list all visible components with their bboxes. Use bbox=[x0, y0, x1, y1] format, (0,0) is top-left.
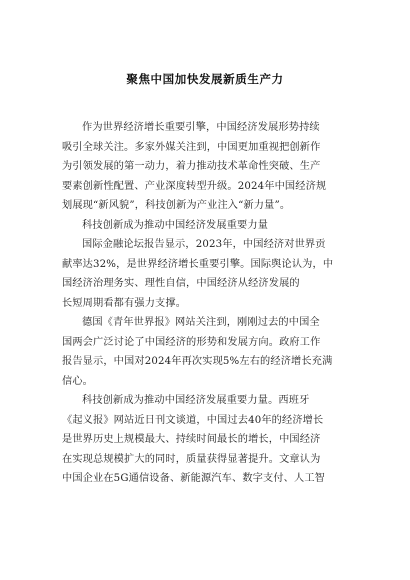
text-line: 科技创新成为推动中国经济发展重要力量 bbox=[82, 219, 269, 231]
text-line: 德国《青年世界报》网站关注到，刚刚过去的中国全 bbox=[82, 317, 320, 328]
text-line: 国经济治理务实、理性自信，中国经济从经济发展的 bbox=[62, 278, 300, 289]
text-line: 在实现总规模扩大的同时，质量获得显著提升。文章认为 bbox=[62, 453, 321, 465]
text-line: 国际金融论坛报告显示，2023年，中国经济对世界贡 bbox=[82, 239, 326, 250]
text-line: 中国企业在5G通信设备、新能源汽车、数字支付、人工智 bbox=[62, 473, 326, 484]
text-line: 作为世界经济增长重要引擎，中国经济发展形势持续 bbox=[82, 122, 320, 133]
text-line: 信心。 bbox=[62, 375, 94, 387]
text-line: 《起义报》网站近日刊文谈道，中国过去40年的经济增长 bbox=[62, 414, 324, 426]
text-line: 献率达32%，是世界经济增长重要引擎。国际舆论认为，中 bbox=[62, 258, 334, 270]
text-line: 是世界历史上规模最大、持续时间最长的增长，中国经济 bbox=[62, 434, 321, 445]
text-line: 国两会广泛讨论了中国经济的形势和发展方向。政府工作 bbox=[62, 336, 321, 348]
text-line: 划展现“新风貌”，科技创新为产业注入“新力量”。 bbox=[62, 200, 291, 211]
text-line: 科技创新成为推动中国经济发展重要力量。西班牙 bbox=[82, 395, 310, 406]
text-line: 长短周期看都有强力支撑。 bbox=[62, 297, 187, 309]
text-line: 报告显示，中国对2024年再次实现5%左右的经济增长充满 bbox=[62, 356, 333, 367]
text-line: 为引领发展的第一动力，着力推动技术革命性突破、生产 bbox=[62, 161, 321, 172]
text-line: 吸引全球关注。多家外媒关注到，中国更加重视把创新作 bbox=[62, 141, 321, 153]
document-body bbox=[62, 118, 348, 489]
text-line: 要素创新性配置、产业深度转型升级。2024年中国经济规 bbox=[62, 180, 327, 192]
document-title: 聚焦中国加快发展新质生产力 bbox=[126, 72, 284, 86]
